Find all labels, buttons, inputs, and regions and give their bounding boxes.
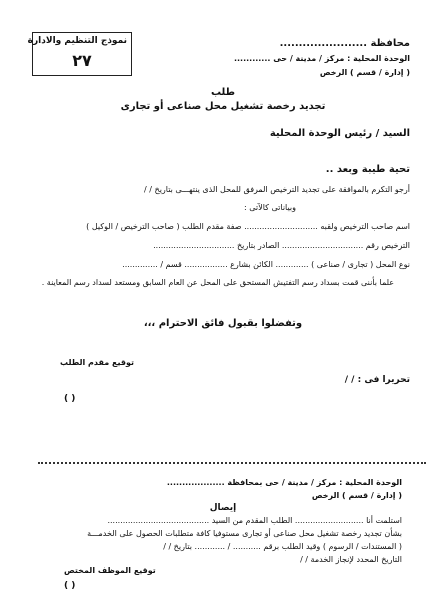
body-line-6: علما بأننى قمت بسداد رسم التفتيش المستحق على المحل عن العام السابق ومستعد لسداد رسم المعاينة .: [41, 278, 394, 287]
governorate-line: محافظة .......................: [279, 38, 410, 49]
receipt-title: إيصال: [209, 503, 237, 513]
body-line-1: أرجو التكرم بالموافقة على تجديد الترخيص المرفق للمحل الذى ينتهـــى بتاريخ / /: [144, 185, 410, 194]
body-line-3: اسم صاحب الترخيص ولقبه ............................. صفة مقدم الطلب ( صاحب الترخيص / الوكيل ): [86, 222, 410, 231]
receipt-line-4: التاريخ المحدد لإنجاز الخدمة / /: [300, 555, 402, 564]
form-number-box: [27, 32, 132, 76]
applicant-signature-blank: ( ): [64, 394, 76, 404]
employee-signature-label: توقيع الموظف المختص: [64, 566, 156, 575]
body-line-5: نوع المحل ( تجارى / صناعى ) ............. الكائن بشارع ................. قسم / ..............: [122, 260, 410, 269]
addressee: السيد / رئيس الوحدة المحلية: [269, 128, 410, 139]
greeting: تحية طيبة وبعد ..: [325, 164, 410, 175]
department-line: ( إدارة / قسم ) الرخص: [319, 68, 410, 77]
employee-signature-blank: ( ): [64, 581, 76, 591]
closing: وتفضلوا بقبول فائق الاحترام ،،،: [143, 318, 303, 329]
applicant-signature-label: توقيع مقدم الطلب: [60, 358, 135, 367]
request-title: طلب: [210, 87, 236, 98]
body-line-2: وبياناتى كالآتى :: [244, 203, 296, 212]
written-on-date: تحريرا فى : / /: [344, 375, 410, 385]
form-box-label: نموذج التنظيم والادارة: [27, 36, 127, 46]
receipt-line-3: ( المستندات / الرسوم ) وقيد الطلب برقم ........... / ............ بتاريخ / /: [163, 542, 402, 551]
receipt-line-2: بشأن تجديد رخصة تشغيل محل صناعى أو تجارى مستوفيا كافة متطلبات الحصول على الخدمـــة: [87, 529, 402, 538]
request-subject: تجديد رخصة تشغيل محل صناعى أو تجارى: [120, 101, 326, 112]
form-number: ٢٧: [72, 51, 92, 70]
receipt-local-unit: الوحدة المحلية : مركز / مدينة / حى بمحافظة ...................: [166, 478, 402, 487]
receipt-department: ( إدارة / قسم ) الرخص: [311, 491, 402, 500]
local-unit-line: الوحدة المحلية : مركز / مدينة / حى ............: [233, 54, 410, 63]
receipt-line-1: استلمت أنا ........................... الطلب المقدم من السيد ........................................: [107, 516, 402, 525]
body-line-4: الترخيص رقم ................................ الصادر بتاريخ ................................: [153, 241, 410, 250]
dotted-separator: [38, 462, 426, 464]
